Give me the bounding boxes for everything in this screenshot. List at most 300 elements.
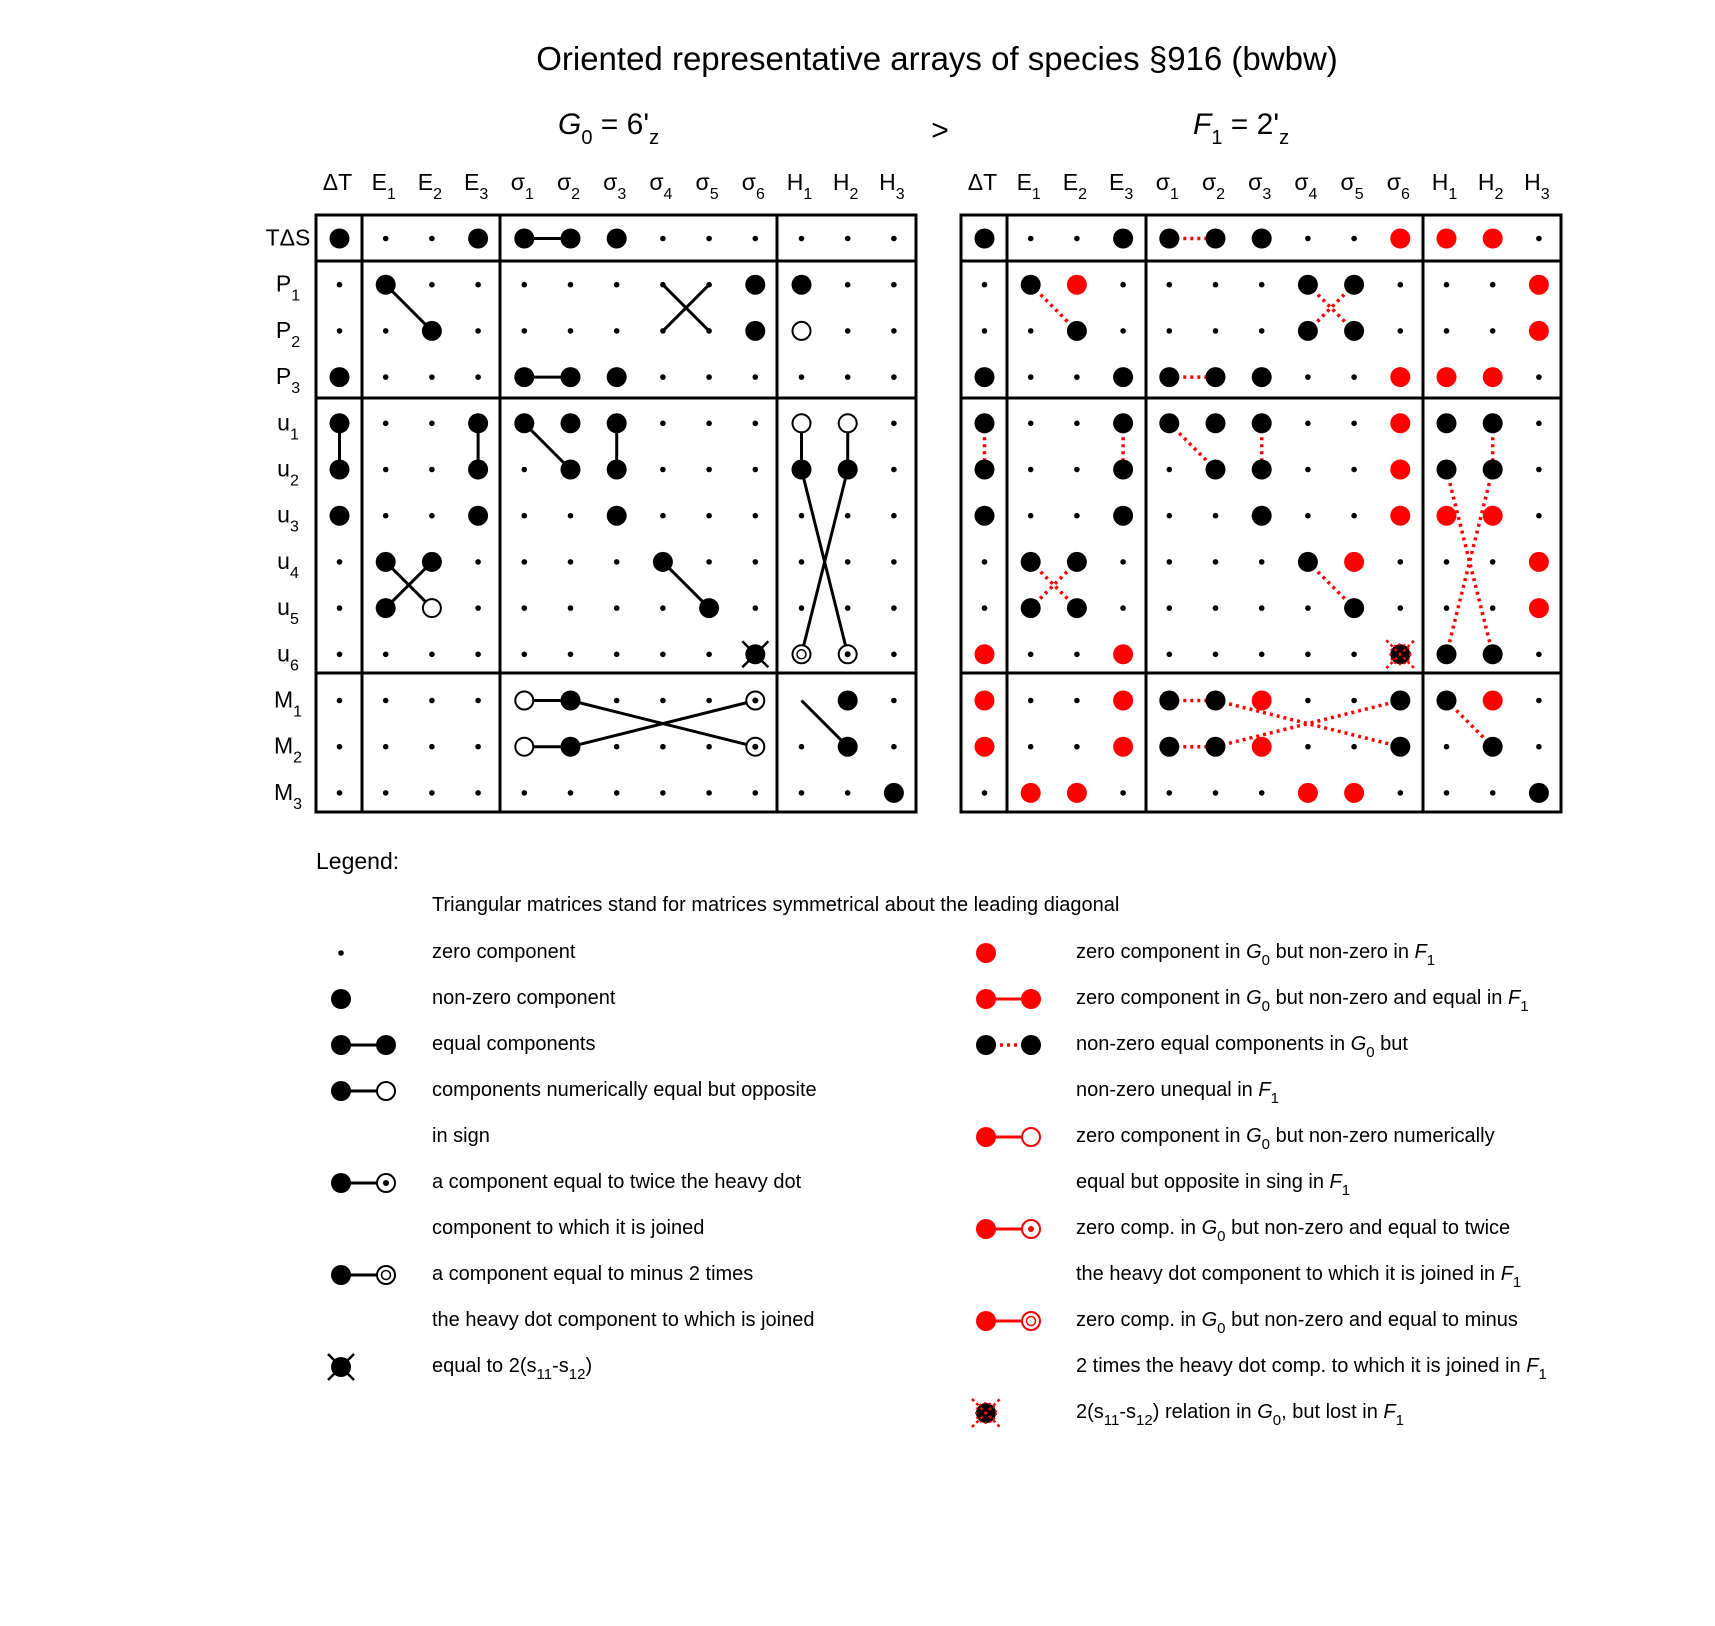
legend-line [432, 986, 615, 1010]
zero-component-dot [1305, 513, 1311, 519]
nonzero-component-dot [1113, 229, 1133, 249]
legend-text-run: 2(s [1076, 1401, 1104, 1423]
zero-component-dot [1167, 559, 1173, 565]
legend-line [432, 1078, 817, 1102]
zero-component-dot [522, 513, 528, 519]
legend-subscript: 11 [536, 1366, 553, 1383]
column-label: $H_2$ [1477, 169, 1504, 203]
zero-component-dot [1398, 605, 1404, 611]
zero-component-dot [1536, 236, 1542, 242]
zero-component-dot [383, 698, 389, 704]
column-label: $\sigma_4$ [1294, 169, 1318, 203]
zero-component-dot [383, 374, 389, 380]
legend-text-run: a component equal to twice the heavy dot [432, 1171, 802, 1193]
zero-component-dot [660, 374, 666, 380]
nonzero-component-dot [330, 367, 350, 387]
zero-component-dot [475, 790, 481, 796]
nonzero-component-dot [1252, 413, 1272, 433]
red-component-dot [976, 989, 996, 1009]
zero-component-dot [845, 328, 851, 334]
right-column-labels [968, 169, 1550, 203]
zero-component-dot [1028, 328, 1034, 334]
zero-component-dot [982, 559, 988, 565]
legend-subscript: 0 [1366, 1044, 1375, 1061]
zero-component-dot [1167, 282, 1173, 288]
nonzero-component-dot [1437, 691, 1457, 711]
nonzero-component-dot [1067, 552, 1087, 572]
nonzero-component-dot [1021, 598, 1041, 618]
nonzero-component-dot [1390, 691, 1410, 711]
zero-component-dot [799, 790, 805, 796]
zero-component-dot [1536, 513, 1542, 519]
matrix-heading-text: $G_0 = 6'_z$ [558, 108, 660, 149]
zero-component-dot [753, 374, 759, 380]
zero-component-dot [383, 467, 389, 473]
row-label: $u_5$ [277, 594, 299, 629]
legend-caption: Triangular matrices stand for matrices symmetrical about the leading diagonal [432, 894, 1120, 916]
red-component-dot [1437, 229, 1457, 249]
legend-subscript: 12 [1136, 1412, 1153, 1429]
zero-component-dot [706, 282, 712, 288]
zero-component-dot [1074, 698, 1080, 704]
zero-component-dot [706, 652, 712, 658]
opposite-sign-dot [515, 692, 533, 710]
nonzero-component-dot [1437, 644, 1457, 664]
red-component-dot [1252, 737, 1272, 757]
zero-component-dot [337, 744, 343, 750]
zero-component-dot [429, 282, 435, 288]
legend-text-run: a component equal to minus 2 times [432, 1263, 754, 1285]
opposite-sign-dot [839, 414, 857, 432]
zero-component-dot [660, 467, 666, 473]
zero-component-dot [1398, 790, 1404, 796]
legend-line [1076, 1078, 1279, 1107]
zero-component-dot [845, 236, 851, 242]
nonzero-component-dot [1252, 460, 1272, 480]
zero-component-dot [1351, 374, 1357, 380]
red-component-dot [1529, 552, 1549, 572]
nonzero-component-dot [1483, 413, 1503, 433]
zero-component-dot [1490, 328, 1496, 334]
zero-component-dot [845, 513, 851, 519]
column-label: $\sigma_1$ [1155, 169, 1179, 203]
zero-component-dot [614, 744, 620, 750]
red-component-dot [1483, 506, 1503, 526]
zero-component-dot [522, 282, 528, 288]
column-label: $E_1$ [371, 169, 396, 203]
zero-component-dot [1028, 744, 1034, 750]
zero-component-dot [799, 374, 805, 380]
zero-component-dot [891, 605, 897, 611]
row-label: $M_3$ [273, 778, 303, 813]
zero-component-dot [1259, 605, 1265, 611]
red-component-dot [1067, 783, 1087, 803]
column-label: $E_1$ [1016, 169, 1041, 203]
legend-italic: F [1507, 987, 1521, 1009]
nonzero-component-dot [1252, 367, 1272, 387]
column-label: $H_2$ [832, 169, 859, 203]
legend-text-run: but non-zero and equal to minus [1225, 1309, 1518, 1331]
red-component-dot [1529, 598, 1549, 618]
zero-component-dot [1490, 282, 1496, 288]
nonzero-component-dot [1159, 229, 1179, 249]
zero-component-dot [1490, 559, 1496, 565]
legend-subscript: 0 [1217, 1228, 1226, 1245]
zero-component-dot [1213, 328, 1219, 334]
red-component-dot [976, 1311, 996, 1331]
zero-component-dot [522, 605, 528, 611]
legend-line [1076, 1124, 1495, 1153]
zero-component-dot [753, 513, 759, 519]
red-component-dot [1067, 275, 1087, 295]
zero-component-dot [891, 559, 897, 565]
zero-component-dot [429, 236, 435, 242]
zero-component-dot [568, 513, 574, 519]
zero-component-dot [1536, 652, 1542, 658]
zero-component-dot [1120, 605, 1126, 611]
zero-component-dot [614, 282, 620, 288]
zero-component-dot [1167, 513, 1173, 519]
zero-component-dot [1536, 374, 1542, 380]
nonzero-component-dot [884, 783, 904, 803]
nonzero-component-dot [1159, 367, 1179, 387]
nonzero-component-dot [561, 737, 581, 757]
zero-component-dot [475, 328, 481, 334]
nonzero-component-dot [1021, 552, 1041, 572]
nonzero-component-dot [1067, 598, 1087, 618]
nonzero-component-dot [1113, 506, 1133, 526]
nonzero-component-dot [1159, 691, 1179, 711]
legend-subscript: 1 [1520, 998, 1529, 1015]
zero-component-dot [429, 790, 435, 796]
row-labels [266, 225, 311, 813]
zero-component-dot [1351, 467, 1357, 473]
red-component-dot [1390, 506, 1410, 526]
column-label: $\sigma_6$ [1386, 169, 1410, 203]
zero-component-dot [1444, 559, 1450, 565]
legend-text-run: ) relation in [1152, 1401, 1258, 1423]
red-component-dot [1529, 275, 1549, 295]
row-label: $P_2$ [275, 316, 301, 351]
nonzero-component-dot [331, 1081, 351, 1101]
legend-italic: F [1383, 1401, 1396, 1423]
nonzero-component-dot [607, 229, 627, 249]
column-label: $E_3$ [463, 169, 489, 203]
zero-component-dot [1305, 421, 1311, 427]
nonzero-component-dot [1298, 552, 1318, 572]
zero-component-dot [1490, 790, 1496, 796]
nonzero-component-dot [607, 460, 627, 480]
legend-text-run: but [1374, 1033, 1408, 1055]
legend-subscript: 1 [1512, 1274, 1522, 1291]
legend-subscript: 1 [1270, 1090, 1279, 1107]
zero-component-dot [614, 328, 620, 334]
nonzero-component-dot [422, 552, 442, 572]
nonzero-component-dot [1437, 413, 1457, 433]
zero-component-dot [475, 559, 481, 565]
zero-component-dot [1536, 467, 1542, 473]
zero-component-dot [429, 421, 435, 427]
zero-component-dot [338, 950, 344, 956]
zero-component-dot [337, 605, 343, 611]
zero-component-dot [1167, 605, 1173, 611]
nonzero-component-dot [975, 460, 995, 480]
red-component-dot [1529, 321, 1549, 341]
zero-component-dot [1305, 605, 1311, 611]
nonzero-component-dot [792, 275, 812, 295]
zero-component-dot [614, 559, 620, 565]
right-matrix-f1 [961, 215, 1561, 812]
row-label: $u_6$ [277, 640, 299, 675]
zero-component-dot [1351, 698, 1357, 704]
legend-subscript: 1 [1426, 952, 1436, 969]
legend-italic: G [1246, 987, 1262, 1009]
zero-component-dot [1074, 652, 1080, 658]
zero-component-dot [1351, 236, 1357, 242]
opposite-sign-dot [377, 1082, 395, 1100]
legend-text-run: non-zero unequal in [1076, 1079, 1259, 1101]
zero-component-dot [568, 790, 574, 796]
zero-component-dot [982, 328, 988, 334]
zero-component-dot [337, 652, 343, 658]
zero-component-dot [660, 744, 666, 750]
legend-text-run: equal to 2(s [432, 1355, 537, 1377]
nonzero-component-dot [1437, 460, 1457, 480]
zero-component-dot [1305, 467, 1311, 473]
zero-component-dot [891, 374, 897, 380]
legend-text-run: but non-zero and equal in [1270, 987, 1508, 1009]
zero-component-dot [475, 652, 481, 658]
legend-text-run: zero component in [1076, 987, 1247, 1009]
zero-component-dot [1259, 652, 1265, 658]
zero-component-dot [383, 236, 389, 242]
zero-component-dot [1351, 421, 1357, 427]
red-component-dot [1113, 737, 1133, 757]
zero-component-dot [1351, 513, 1357, 519]
zero-component-dot [982, 790, 988, 796]
zero-component-dot [706, 236, 712, 242]
row-label: $u_2$ [277, 455, 299, 490]
nonzero-component-dot [745, 275, 765, 295]
zero-component-dot [1444, 744, 1450, 750]
legend-line [432, 1170, 801, 1194]
zero-component-dot [475, 744, 481, 750]
zero-component-dot [706, 421, 712, 427]
legend-line [1076, 1170, 1351, 1199]
nonzero-component-dot [1206, 460, 1226, 480]
zero-component-dot [522, 652, 528, 658]
nonzero-component-dot [331, 1035, 351, 1055]
zero-component-dot [383, 790, 389, 796]
legend-text-run: components numerically equal but opposite [432, 1079, 817, 1101]
zero-component-dot [383, 744, 389, 750]
zero-component-dot [1398, 328, 1404, 334]
column-label: $\sigma_5$ [1340, 169, 1364, 203]
zero-component-dot [660, 513, 666, 519]
legend-italic: G [1246, 1125, 1262, 1147]
column-label: ΔT [967, 169, 998, 195]
zero-component-dot [1213, 559, 1219, 565]
legend-italic: G [1257, 1401, 1273, 1423]
legend-italic: G [1246, 941, 1262, 963]
nonzero-component-dot [745, 321, 765, 341]
zero-component-dot [660, 790, 666, 796]
zero-component-dot [1490, 605, 1496, 611]
nonzero-component-dot [331, 989, 351, 1009]
column-label: $\sigma_3$ [1248, 169, 1272, 203]
row-label: $u_1$ [277, 409, 299, 444]
zero-component-dot [799, 605, 805, 611]
zero-component-dot [845, 605, 851, 611]
row-label: $u_4$ [277, 547, 299, 582]
red-component-dot [1390, 229, 1410, 249]
zero-component-dot [1074, 374, 1080, 380]
red-component-dot [1483, 229, 1503, 249]
legend-text-run: 2 times the heavy dot comp. to which it is joined in [1076, 1355, 1527, 1377]
zero-component-dot [1536, 698, 1542, 704]
zero-component-dot [660, 605, 666, 611]
nonzero-component-dot [838, 737, 858, 757]
column-label: $H_3$ [879, 169, 905, 203]
zero-component-dot [706, 698, 712, 704]
zero-component-dot [568, 652, 574, 658]
red-component-dot [1021, 989, 1041, 1009]
zero-component-dot [891, 236, 897, 242]
zero-component-dot [1028, 652, 1034, 658]
red-component-dot [1437, 506, 1457, 526]
legend-text-run: but non-zero numerically [1270, 1125, 1495, 1147]
nonzero-component-dot [330, 460, 350, 480]
zero-component-dot [429, 652, 435, 658]
legend-text-run: non-zero component [432, 987, 616, 1009]
red-component-dot [1390, 460, 1410, 480]
nonzero-component-dot [330, 413, 350, 433]
zero-component-dot [660, 698, 666, 704]
zero-component-dot [753, 467, 759, 473]
nonzero-component-dot [1483, 737, 1503, 757]
zero-component-dot [522, 467, 528, 473]
zero-component-dot [1259, 559, 1265, 565]
zero-component-dot [1074, 421, 1080, 427]
legend-italic: F [1500, 1263, 1513, 1285]
legend-line [1076, 1032, 1408, 1061]
nonzero-component-dot [376, 275, 396, 295]
zero-component-dot [337, 282, 343, 288]
opposite-sign-dot [423, 599, 441, 617]
zero-component-dot [522, 328, 528, 334]
minus-two-dot [793, 645, 811, 663]
zero-component-dot [1213, 282, 1219, 288]
nonzero-component-dot [561, 413, 581, 433]
zero-component-dot [1213, 513, 1219, 519]
nonzero-component-dot [468, 506, 488, 526]
nonzero-component-dot [376, 552, 396, 572]
legend-text-run: equal but opposite in sing in [1076, 1171, 1330, 1193]
zero-component-dot [1536, 421, 1542, 427]
nonzero-component-dot [975, 229, 995, 249]
legend-text-run: -s [1119, 1401, 1137, 1423]
zero-component-dot [475, 282, 481, 288]
legend-line [432, 940, 575, 964]
row-label: $M_2$ [273, 732, 303, 767]
legend-text-run: non-zero equal components in [1076, 1033, 1351, 1055]
zero-component-dot [753, 236, 759, 242]
nonzero-component-dot [975, 413, 995, 433]
nonzero-component-dot [376, 598, 396, 618]
legend-subscript: 0 [1261, 1136, 1271, 1153]
nonzero-component-dot [1390, 737, 1410, 757]
zero-component-dot [706, 744, 712, 750]
column-label: $\sigma_3$ [603, 169, 627, 203]
zero-component-dot [383, 421, 389, 427]
zero-component-dot [1351, 744, 1357, 750]
legend-subscript: 0 [1261, 998, 1271, 1015]
nonzero-component-dot [1483, 460, 1503, 480]
nonzero-component-dot [607, 413, 627, 433]
zero-component-dot [1398, 559, 1404, 565]
zero-component-dot [383, 328, 389, 334]
twice-dot-center [845, 651, 851, 657]
zero-component-dot [706, 790, 712, 796]
matrix-heading-text: $F_1 = 2'_z$ [1193, 108, 1290, 149]
nonzero-component-dot [468, 413, 488, 433]
zero-component-dot [1028, 236, 1034, 242]
nonzero-component-dot [975, 367, 995, 387]
zero-component-dot [475, 605, 481, 611]
twice-dot-center [383, 1180, 389, 1186]
nonzero-component-dot [1113, 367, 1133, 387]
nonzero-component-dot [1483, 644, 1503, 664]
relation-symbol: > [931, 114, 949, 147]
legend-line [432, 1216, 704, 1240]
legend-title: Legend: [316, 848, 400, 874]
legend-text-run: component to which it is joined [432, 1217, 705, 1239]
legend-text-run: , but lost in [1281, 1401, 1384, 1423]
nonzero-component-dot [1113, 460, 1133, 480]
zero-component-dot [1028, 698, 1034, 704]
legend-line [432, 1354, 593, 1383]
legend-italic: G [1350, 1033, 1367, 1055]
zero-component-dot [706, 513, 712, 519]
zero-component-dot [1028, 374, 1034, 380]
nonzero-component-dot [1206, 737, 1226, 757]
zero-component-dot [1074, 744, 1080, 750]
red-component-dot [976, 1219, 996, 1239]
zero-component-dot [1444, 282, 1450, 288]
column-label: $\sigma_5$ [695, 169, 719, 203]
zero-component-dot [1444, 328, 1450, 334]
legend-text-run: in sign [432, 1125, 490, 1147]
nonzero-component-dot [331, 1265, 351, 1285]
nonzero-component-dot [1021, 275, 1041, 295]
legend-line [1076, 1216, 1511, 1245]
nonzero-component-dot [1298, 321, 1318, 341]
nonzero-component-dot [653, 552, 673, 572]
zero-component-dot [429, 744, 435, 750]
column-label: $\sigma_2$ [556, 169, 581, 203]
legend-text-run: zero comp. in [1076, 1309, 1202, 1331]
zero-component-dot [753, 559, 759, 565]
minus-two-dot [377, 1266, 395, 1284]
legend-text-run: zero comp. in [1076, 1217, 1202, 1239]
nonzero-component-dot [376, 1035, 396, 1055]
red-component-dot [1437, 367, 1457, 387]
zero-component-dot [891, 421, 897, 427]
legend-line [1076, 1400, 1404, 1429]
legend-text-run: -s [552, 1355, 569, 1377]
zero-component-dot [799, 744, 805, 750]
opposite-sign-dot [793, 322, 811, 340]
